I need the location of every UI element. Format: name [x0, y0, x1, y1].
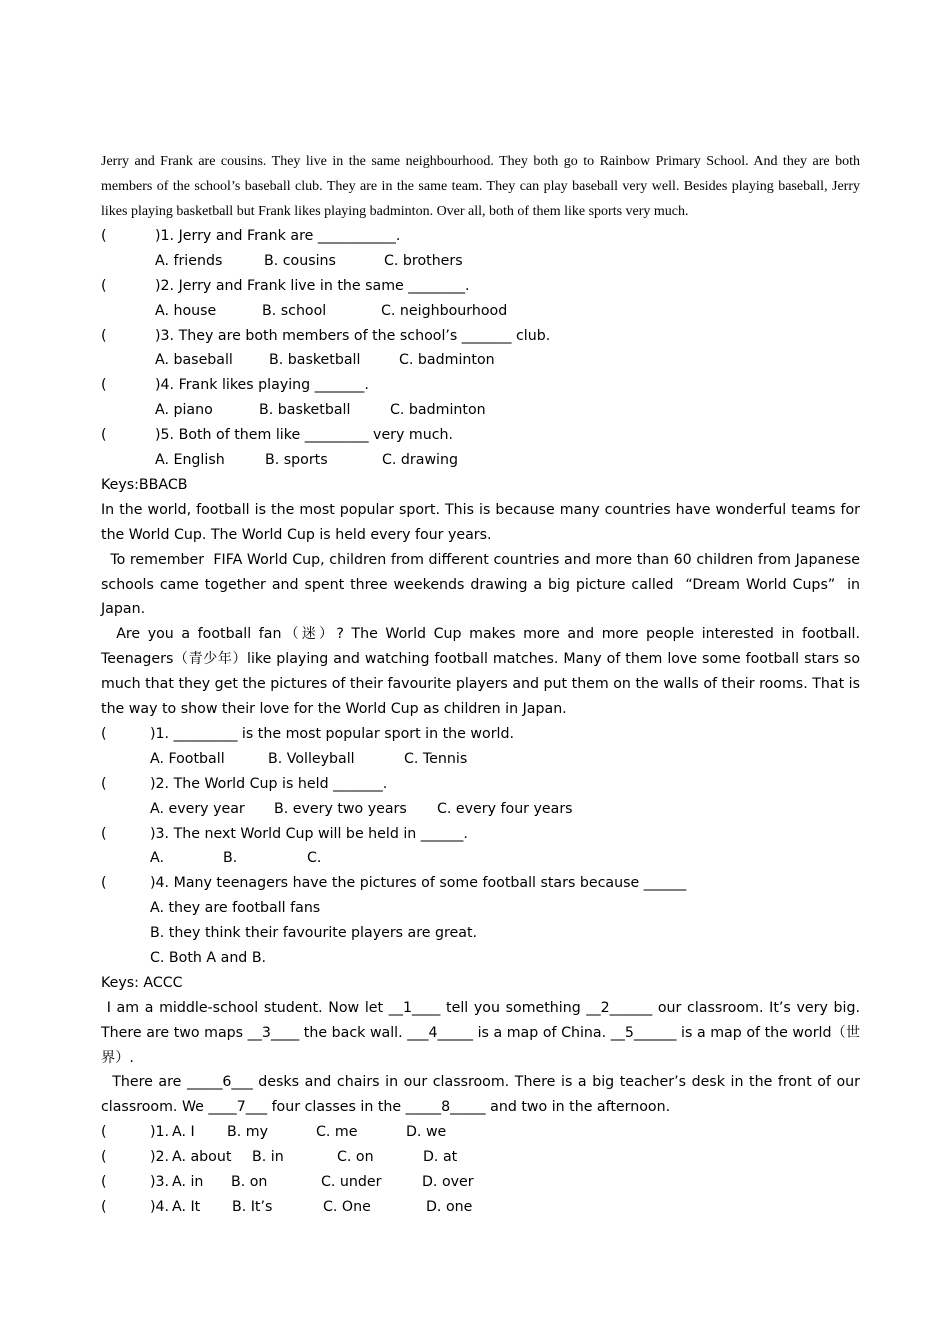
question-1-2: ( )2. Jerry and Frank live in the same ________.: [101, 277, 470, 294]
question-1-3: ( )3. They are both members of the school’s _______ club.: [101, 327, 551, 344]
worksheet-page: [101, 149, 865, 1220]
question-2-1: ( )1. _________ is the most popular sport in the world.: [101, 725, 514, 742]
question-2-2: ( )2. The World Cup is held _______.: [101, 775, 388, 792]
question-3-4: ( )4. A. It B. It’s C. One D. one: [101, 1198, 473, 1215]
options-2-1: A. Football B. Volleyball C. Tennis: [150, 750, 468, 767]
passage-3-questions: [101, 1120, 860, 1220]
options-1-4: A. piano B. basketball C. badminton: [155, 402, 486, 419]
options-1-3: A. baseball B. basketball C. badminton: [155, 352, 495, 369]
question-1-4: ( )4. Frank likes playing _______.: [101, 377, 369, 394]
question-3-3: ( )3. A. in B. on C. under D. over: [101, 1174, 474, 1191]
options-1-1: A. friends B. cousins C. brothers: [155, 252, 463, 269]
option-2-4-c: C. Both A and B.: [150, 949, 267, 966]
options-1-5: A. English B. sports C. drawing: [155, 452, 459, 469]
passage-3-para-2: There are _____6___ desks and chairs in our classroom. There is a big teacher’s desk in the front of our classroom. We ____7___ four classes in the _____8_____ and two in the afternoon.: [101, 1074, 865, 1116]
question-2-4: ( )4. Many teenagers have the pictures of some football stars because ______: [101, 875, 687, 892]
options-1-2: A. house B. school C. neighbourhood: [155, 302, 508, 319]
passage-2-questions: [101, 722, 860, 996]
question-3-1: ( )1. A. I B. my C. me D. we: [101, 1124, 447, 1141]
answer-keys-2: Keys: ACCC: [101, 974, 183, 991]
question-1-1: ( )1. Jerry and Frank are ___________.: [101, 228, 401, 244]
question-1-5: ( )5. Both of them like _________ very much.: [101, 427, 454, 444]
passage-2-para-1: In the world, football is the most popular sport. This is because many countries have wonderful teams for the World Cup. The World Cup is held every four years.: [101, 501, 860, 543]
passage-1-questions: [101, 224, 860, 498]
answer-keys-1: Keys:BBACB: [101, 476, 188, 493]
option-2-4-b: B. they think their favourite players are great.: [150, 925, 478, 942]
passage-1-text: Jerry and Frank are cousins. They live in the same neighbourhood. They both go to Rainbow Primary School. And they are both members of the school’s baseball club. They are in the same team. They can play baseball very well. Besides playing baseball, Jerry likes playing basketball but Frank likes playing badminton. Over all, both of them like sports very much.: [101, 154, 860, 219]
options-2-2: A. every year B. every two years C. every four years: [150, 800, 573, 817]
passage-2-para-3: Are you a football fan（迷）? The World Cup makes more and more people interested in football. Teenagers（青少年）like playing and watching football matches. Many of them love some football stars so much that they get the pictures of their favourite players and put them on the walls of their rooms. That is the way to show their love for the World Cup as children in Japan.: [101, 626, 865, 718]
question-2-3: ( )3. The next World Cup will be held in ______.: [101, 825, 468, 842]
options-2-3: A. B. C.: [150, 850, 322, 867]
passage-3-para-1: I am a middle-school student. Now let __1____ tell you something __2______ our classroom. It’s very big. There are two maps __3____ the back wall. ___4_____ is a map of China. __5______ is a map of the world（世界）.: [101, 999, 865, 1066]
option-2-4-a: A. they are football fans: [150, 900, 321, 917]
passage-2-para-2: To remember FIFA World Cup, children from different countries and more than 60 children from Japanese schools came together and spent three weekends drawing a big picture called “Dream World Cups” in Japan.: [101, 551, 865, 618]
question-3-2: ( )2. A. about B. in C. on D. at: [101, 1149, 458, 1166]
